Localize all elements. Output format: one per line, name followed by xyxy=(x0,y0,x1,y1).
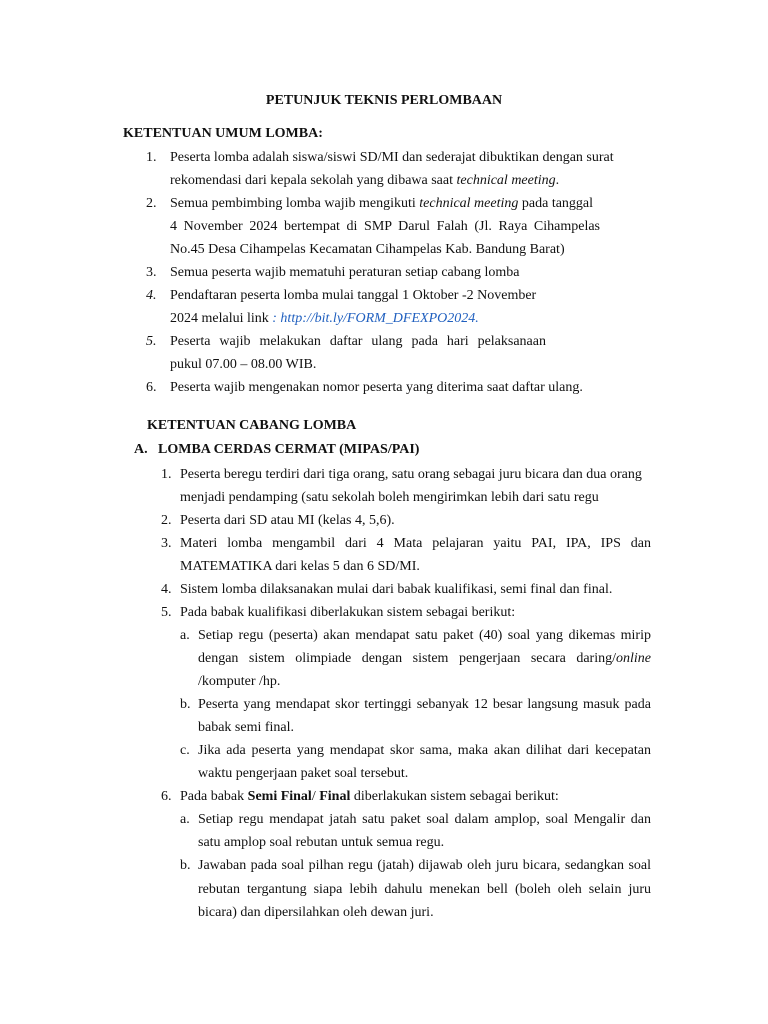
list-item-text: No.45 Desa Cihampelas Kecamatan Cihampelas Kab. Bandung Barat) xyxy=(170,242,565,257)
list-item-text: Peserta wajib mengenakan nomor peserta yang diterima saat daftar ulang. xyxy=(170,380,583,395)
section-title: LOMBA CERDAS CERMAT (MIPAS/PAI) xyxy=(158,442,420,457)
section-letter: A. xyxy=(134,442,148,457)
list-number: 6. xyxy=(161,789,172,804)
sublist-item-text: satu amplop soal rebutan untuk semua regu. xyxy=(198,835,445,850)
sublist-item-text: waktu pengerjaan paket soal tersebut. xyxy=(198,766,409,781)
sublist-item-text: dengan sistem olimpiade dengan sistem pengerjaan secara daring/online xyxy=(198,651,651,666)
sublist-item-text: rebutan tergantung siapa lebih dahulu menekan bell (boleh oleh selain juru xyxy=(198,882,651,897)
sublist-letter: b. xyxy=(180,858,191,873)
list-item-text: Peserta beregu terdiri dari tiga orang, satu orang sebagai juru bicara dan dua orang xyxy=(180,467,642,482)
sublist-letter: a. xyxy=(180,812,190,827)
list-item-text: MATEMATIKA dari kelas 5 dan 6 SD/MI. xyxy=(180,559,420,574)
sublist-letter: b. xyxy=(180,697,191,712)
section-heading-cabang: KETENTUAN CABANG LOMBA xyxy=(147,418,357,433)
list-number: 3. xyxy=(161,536,172,551)
sublist-item-text: Setiap regu mendapat jatah satu paket soal dalam amplop, soal Mengalir dan xyxy=(198,812,651,827)
sublist-item-text: Peserta yang mendapat skor tertinggi sebanyak 12 besar langsung masuk pada xyxy=(198,697,651,712)
list-item-text: Peserta dari SD atau MI (kelas 4, 5,6). xyxy=(180,513,395,528)
list-item-text: Semua pembimbing lomba wajib mengikuti technical meeting pada tanggal xyxy=(170,196,594,211)
sublist-item-text: Jika ada peserta yang mendapat skor sama, maka akan dilihat dari kecepatan xyxy=(198,743,651,758)
list-number: 1. xyxy=(161,467,172,482)
section-heading-umum: KETENTUAN UMUM LOMBA: xyxy=(123,126,323,141)
list-item-text: 4 November 2024 bertempat di SMP Darul Falah (Jl. Raya Cihampelas xyxy=(170,219,600,234)
list-number: 4. xyxy=(146,288,157,303)
list-number: 3. xyxy=(146,265,157,280)
registration-link[interactable]: : http://bit.ly/FORM_DFEXPO2024. xyxy=(272,311,479,326)
list-item-text: Peserta wajib melakukan daftar ulang pada hari pelaksanaan xyxy=(170,334,546,349)
list-item-text: Peserta lomba adalah siswa/siswi SD/MI dan sederajat dibuktikan dengan surat xyxy=(170,150,614,165)
list-item-text: Pada babak kualifikasi diberlakukan sistem sebagai berikut: xyxy=(180,605,516,620)
sublist-item-text: Jawaban pada soal pilhan regu (jatah) dijawab oleh juru bicara, sedangkan soal xyxy=(198,858,651,873)
list-number: 4. xyxy=(161,582,172,597)
list-number: 2. xyxy=(161,513,172,528)
list-number: 5. xyxy=(146,334,157,349)
list-number: 1. xyxy=(146,150,157,165)
list-number: 6. xyxy=(146,380,157,395)
list-item-text: Pendaftaran peserta lomba mulai tanggal 1 Oktober -2 November xyxy=(170,288,537,303)
list-item-text: Materi lomba mengambil dari 4 Mata pelajaran yaitu PAI, IPA, IPS dan xyxy=(180,536,651,551)
sublist-item-text: bicara) dan dipersilahkan oleh dewan juri. xyxy=(198,905,434,920)
sublist-item-text: /komputer /hp. xyxy=(198,674,281,689)
list-item-text: rekomendasi dari kepala sekolah yang dibawa saat technical meeting. xyxy=(170,173,560,188)
sublist-item-text: Setiap regu (peserta) akan mendapat satu paket (40) soal yang dikemas mirip xyxy=(198,628,651,643)
list-number: 2. xyxy=(146,196,157,211)
sublist-letter: a. xyxy=(180,628,190,643)
sublist-item-text: babak semi final. xyxy=(198,720,295,735)
list-item-text: Sistem lomba dilaksanakan mulai dari babak kualifikasi, semi final dan final. xyxy=(180,582,613,597)
list-item-text: menjadi pendamping (satu sekolah boleh mengirimkan lebih dari satu regu xyxy=(180,490,599,505)
list-item-text: 2024 melalui link : http://bit.ly/FORM_DFEXPO2024. xyxy=(170,311,479,326)
sublist-letter: c. xyxy=(180,743,190,758)
list-item-text: Semua peserta wajib mematuhi peraturan setiap cabang lomba xyxy=(170,265,520,280)
list-item-text: pukul 07.00 – 08.00 WIB. xyxy=(170,357,317,372)
list-item-text: Pada babak Semi Final/ Final diberlakukan sistem sebagai berikut: xyxy=(180,789,559,804)
list-number: 5. xyxy=(161,605,172,620)
page-title: PETUNJUK TEKNIS PERLOMBAAN xyxy=(265,93,503,108)
